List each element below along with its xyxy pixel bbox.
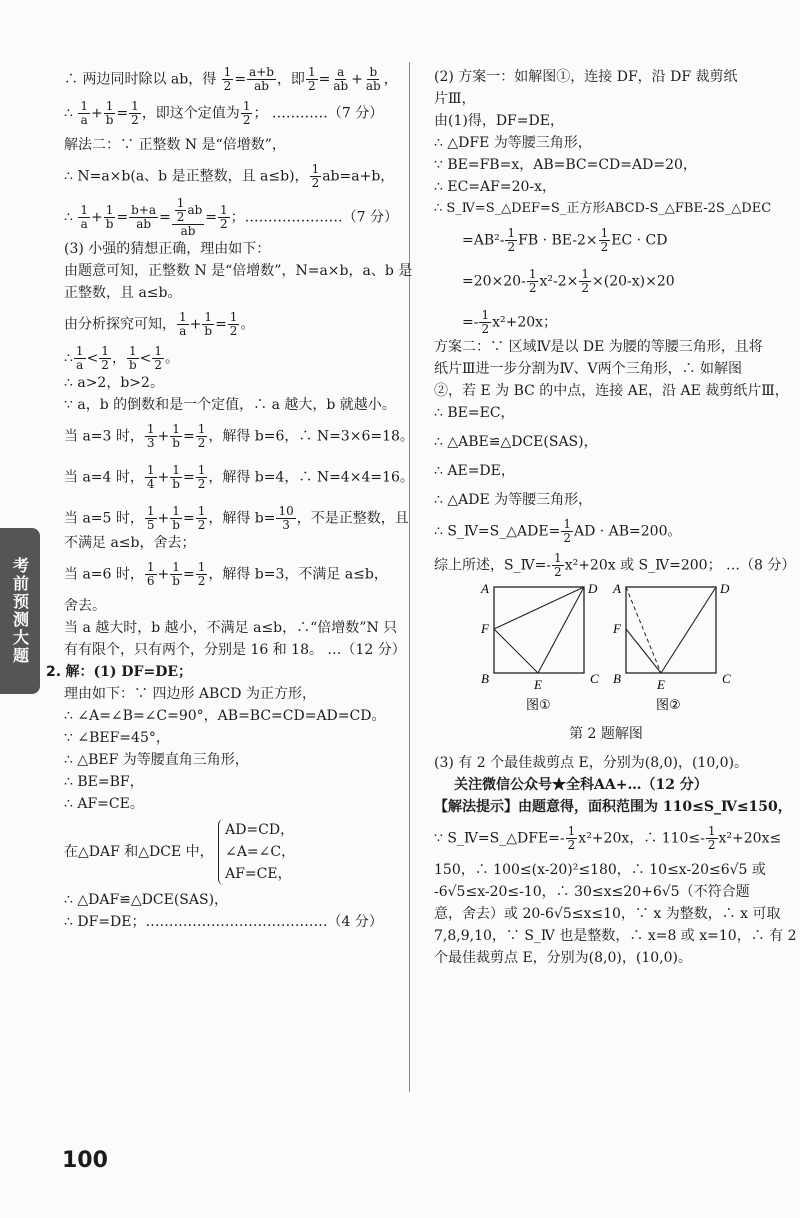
text-line: ∴ $\frac{1}{a}$ + $\frac{1}{b}$ = $\frac{1}{2}$ ，即这个定值为 $\frac{1}{2}$ ； …………（7 分）: [64, 99, 384, 127]
fraction: $\frac{1}{2}$: [563, 517, 571, 545]
fig2-label-E: E: [657, 677, 665, 692]
right-column: [434, 66, 797, 969]
text-line: 舍去。: [64, 598, 106, 614]
fraction: $\frac{1}{a}$: [80, 99, 89, 127]
text-line: 150，∴ 100≤(x-20)²≤180，∴ 10≤x-20≤6√5 或: [434, 862, 766, 878]
fraction: $\frac{1}{2}$: [223, 65, 232, 93]
fraction: $\frac{1}{b}$: [105, 203, 114, 231]
fraction: $\frac{1}{b}$: [172, 560, 180, 588]
question-number: 2.: [46, 664, 62, 680]
fraction: $\frac{1}{a}$: [75, 344, 84, 372]
text-line: 综上所述，S_Ⅳ=- $\frac{1}{2}$ x²+20x 或 S_Ⅳ=200； …（8 分）: [434, 551, 796, 579]
fig1-label-F: F: [481, 621, 489, 636]
text-line: 由分析探究可知， $\frac{1}{a}$ + $\frac{1}{b}$ = $\frac{1}{2}$ 。: [64, 310, 255, 338]
fraction: $\frac{1}{2}$: [197, 560, 206, 588]
fraction: $\frac{1}{b}$: [128, 344, 137, 372]
text-line: ∴ BE=EC，: [434, 405, 515, 421]
text-line: ∴ △ABE≌△DCE(SAS)，: [434, 434, 598, 450]
fraction: $\frac{1}{2}$: [567, 824, 576, 852]
fraction: $\frac{1}{2}$: [554, 551, 562, 579]
fig1-label-B: B: [481, 671, 489, 686]
text-line: ∴ S_Ⅳ=S_△DEF=S_正方形ABCD-S_△FBE-2S_△DEC: [434, 201, 772, 216]
text-line: (3) 小强的猜想正确，理由如下：: [64, 241, 271, 257]
left-column: [46, 65, 414, 933]
fig1-label-A: A: [481, 581, 489, 596]
page-number: 100: [62, 1148, 108, 1173]
text-line: 纸片Ⅲ进一步分割为Ⅳ、Ⅴ两个三角形，∴ 如解图: [434, 361, 743, 377]
fraction: $\frac{b}{ab}$: [365, 65, 381, 93]
fig1-line-FD: [494, 587, 584, 629]
text-line: 正整数，且 a≤b。: [64, 285, 182, 301]
fraction: $\frac{10}{3}$: [278, 504, 294, 532]
text-line: 当 a=5 时， $\frac{1}{5}$ + $\frac{1}{b}$ = $\frac{1}{2}$ ，解得 b= $\frac{10}{3}$ ，不是正整数，且: [64, 504, 409, 532]
fig1-caption: 图①: [526, 698, 551, 713]
text-line: ∴ BE=BF，: [64, 774, 144, 790]
text-line: ∴ 两边同时除以 ab，得 $\frac{1}{2}$ = $\frac{a+b}{ab}$ ，即 $\frac{1}{2}$ = $\frac{a}{ab}$ + $\frac{b}{ab}$ ，: [64, 65, 398, 93]
fraction: $\frac{1}{b}$: [172, 463, 180, 491]
fraction: $\frac{1}{2}$: [481, 308, 490, 336]
text-line: 有有限个，只有两个，分别是 16 和 18。 …（12 分）: [64, 642, 406, 658]
solution-figures: [434, 579, 778, 727]
solution-hint: 【解法提示】由题意得，面积范围为 110≤S_Ⅳ≤150，: [434, 799, 792, 815]
text-line: ∴ $\frac{1}{a}$ < $\frac{1}{2}$ ， $\frac{1}{b}$ < $\frac{1}{2}$ 。: [64, 344, 179, 372]
fraction: $\frac{1}{2}$: [154, 344, 162, 372]
text-line: ∴ $\frac{1}{a}$ + $\frac{1}{b}$ = $\frac{b+a}{ab}$ = $\frac{1}{2}$ ab ab = $\frac{1}{2}$ ；…………………（7 分）: [64, 196, 399, 238]
fig2-line-FE: [626, 629, 661, 673]
question-2-heading: 2. 解：(1) DF=DE；: [46, 664, 193, 680]
text-line: 7,8,9,10，∵ S_Ⅳ 也是整数，∴ x=8 或 x=10，∴ 有 2: [434, 928, 797, 944]
fig1-line-ED: [538, 587, 584, 673]
fig2-label-D: D: [720, 581, 730, 596]
figure-title: 第 2 题解图: [569, 726, 643, 742]
fig2-label-C: C: [722, 671, 731, 686]
fraction: $\frac{1}{2}$: [242, 99, 251, 127]
text-line: 不满足 a≤b，舍去；: [64, 535, 196, 551]
text-line: ∴ ∠A=∠B=∠C=90°，AB=BC=CD=AD=CD。: [64, 708, 386, 724]
fraction: $\frac{1}{2}$: [197, 463, 206, 491]
fraction: $\frac{1}{2}$: [307, 65, 316, 93]
fraction: $\frac{1}{3}$: [146, 422, 155, 450]
text-line: 片Ⅲ，: [434, 91, 476, 107]
text-line: -6√5≤x-20≤-10，∴ 30≤x≤20+6√5（不符合题: [434, 884, 750, 900]
fraction: $\frac{1}{6}$: [146, 560, 155, 588]
side-tab: 考前预测大题: [0, 528, 40, 694]
text-line: ∴ a>2，b>2。: [64, 375, 164, 391]
text-line: =20×20- $\frac{1}{2}$ x²-2× $\frac{1}{2}$ ×(20-x)×20: [462, 267, 675, 295]
fig2-label-F: F: [613, 621, 621, 636]
fraction: $\frac{1}{2}$: [131, 99, 139, 127]
text-line: ∴ △DAF≌△DCE(SAS)，: [64, 892, 229, 908]
fraction: $\frac{1}{2}$: [528, 267, 537, 295]
fraction: $\frac{1}{a}$: [179, 310, 187, 338]
fraction: $\frac{1}{2}$: [197, 504, 206, 532]
text-line: 解法二：∵ 正整数 N 是“倍增数”，: [64, 137, 286, 153]
text-line: ∴ S_Ⅳ=S_△ADE= $\frac{1}{2}$ AD · AB=200。: [434, 517, 682, 545]
condition-brace: AD=CD， ∠A=∠C， AF=CE，: [218, 819, 295, 885]
text-line: ∴ AE=DE，: [434, 463, 515, 479]
fraction: $\frac{1}{2}$: [220, 203, 228, 231]
fraction: $\frac{1}{2}$: [600, 226, 609, 254]
text-line: =AB²- $\frac{1}{2}$ FB · BE-2× $\frac{1}{2}$ EC · CD: [462, 226, 668, 254]
text-line: ∴ EC=AF=20-x，: [434, 179, 557, 195]
fig2-caption: 图②: [656, 698, 681, 713]
text-line: ②，若 E 为 BC 的中点，连接 AE，沿 AE 裁剪纸片Ⅲ，: [434, 383, 789, 399]
fig1-square: [494, 587, 584, 673]
fig2-label-B: B: [613, 671, 621, 686]
fraction: $\frac{b+a}{ab}$: [131, 203, 157, 231]
fraction: $\frac{1}{b}$: [105, 99, 114, 127]
text-line: 由(1)得，DF=DE，: [434, 113, 564, 129]
fraction: $\frac{1}{b}$: [172, 504, 180, 532]
fig1-label-D: D: [588, 581, 598, 596]
text-line: 当 a=6 时， $\frac{1}{6}$ + $\frac{1}{b}$ = $\frac{1}{2}$ ，解得 b=3，不满足 a≤b，: [64, 560, 388, 588]
geometry-figure-svg: [434, 579, 778, 727]
text-line: =- $\frac{1}{2}$ x²+20x；: [462, 308, 558, 336]
fraction: $\frac{1}{b}$: [172, 422, 180, 450]
text-line: 当 a 越大时，b 越小，不满足 a≤b，∴“倍增数”N 只: [64, 620, 398, 636]
text-line: (2) 方案一：如解图①，连接 DF，沿 DF 裁剪纸: [434, 69, 738, 85]
text-line: 关注微信公众号★全科AA+…（12 分）: [454, 777, 708, 793]
fraction: $\frac{1}{2}$: [507, 226, 516, 254]
fraction: $\frac{1}{5}$: [146, 504, 155, 532]
text-line: ∴ △ADE 为等腰三角形，: [434, 492, 593, 508]
fraction: $\frac{1}{2}$: [101, 344, 109, 372]
text-line: 当 a=4 时， $\frac{1}{4}$ + $\frac{1}{b}$ = $\frac{1}{2}$ ，解得 b=4，∴ N=4×4=16。: [64, 463, 414, 491]
text-line: ∴ DF=DE；…………………………………（4 分）: [64, 914, 383, 930]
text-line: ∵ ∠BEF=45°，: [64, 730, 170, 746]
text-line: ∵ BE=FB=x，AB=BC=CD=AD=20，: [434, 157, 697, 173]
fig1-line-FE: [494, 629, 538, 673]
fig1-label-C: C: [590, 671, 599, 686]
text-line: 方案二：∵ 区域Ⅳ是以 DE 为腰的等腰三角形，且将: [434, 339, 763, 355]
text-line: 理由如下：∵ 四边形 ABCD 为正方形，: [64, 686, 316, 702]
fraction: $\frac{1}{2}$: [581, 267, 589, 295]
text-line: 个最佳裁剪点 E，分别为(8,0)，(10,0)。: [434, 950, 692, 966]
fraction: $\frac{1}{2}$: [229, 310, 238, 338]
fraction: $\frac{1}{a}$: [80, 203, 89, 231]
text-line: ∴ △DFE 为等腰三角形，: [434, 135, 592, 151]
fraction: $\frac{1}{2}$: [311, 162, 320, 190]
compound-fraction: $\frac{1}{2}$ ab ab: [172, 197, 204, 238]
text-line: ∵ a，b 的倒数和是一个定值，∴ a 越大，b 就越小。: [64, 397, 396, 413]
fig1-label-E: E: [534, 677, 542, 692]
fig2-square: [626, 587, 716, 673]
text-line: 意，舍去）或 20-6√5≤x≤10，∵ x 为整数，∴ x 可取: [434, 906, 781, 922]
fig2-label-A: A: [613, 581, 621, 596]
column-divider: [409, 62, 410, 1092]
text-line: ∴ AF=CE。: [64, 796, 144, 812]
text-line: 在△DAF 和△DCE 中， AD=CD， ∠A=∠C， AF=CE，: [64, 819, 394, 885]
text-line: 当 a=3 时， $\frac{1}{3}$ + $\frac{1}{b}$ = $\frac{1}{2}$ ，解得 b=6，∴ N=3×6=18。: [64, 422, 414, 450]
fraction: $\frac{a+b}{ab}$: [249, 65, 274, 93]
fraction: $\frac{1}{2}$: [707, 824, 716, 852]
text-line: ∵ S_Ⅳ=S_△DFE=- $\frac{1}{2}$ x²+20x，∴ 110≤- $\frac{1}{2}$ x²+20x≤: [434, 824, 782, 852]
fraction: $\frac{1}{4}$: [146, 463, 155, 491]
fig2-line-ED: [661, 587, 716, 673]
fraction: $\frac{1}{b}$: [204, 310, 213, 338]
text-line: 由题意可知，正整数 N 是“倍增数”，N=a×b，a、b 是: [64, 263, 413, 279]
text-line: ∴ N=a×b(a、b 是正整数，且 a≤b)， $\frac{1}{2}$ ab=a+b，: [64, 162, 395, 190]
fig2-dashed-AE: [626, 587, 661, 673]
text-line: ∴ △BEF 为等腰直角三角形，: [64, 752, 249, 768]
fraction: $\frac{a}{ab}$: [333, 65, 349, 93]
text-line: (3) 有 2 个最佳裁剪点 E，分别为(8,0)，(10,0)。: [434, 755, 749, 771]
fraction: $\frac{1}{2}$: [197, 422, 206, 450]
